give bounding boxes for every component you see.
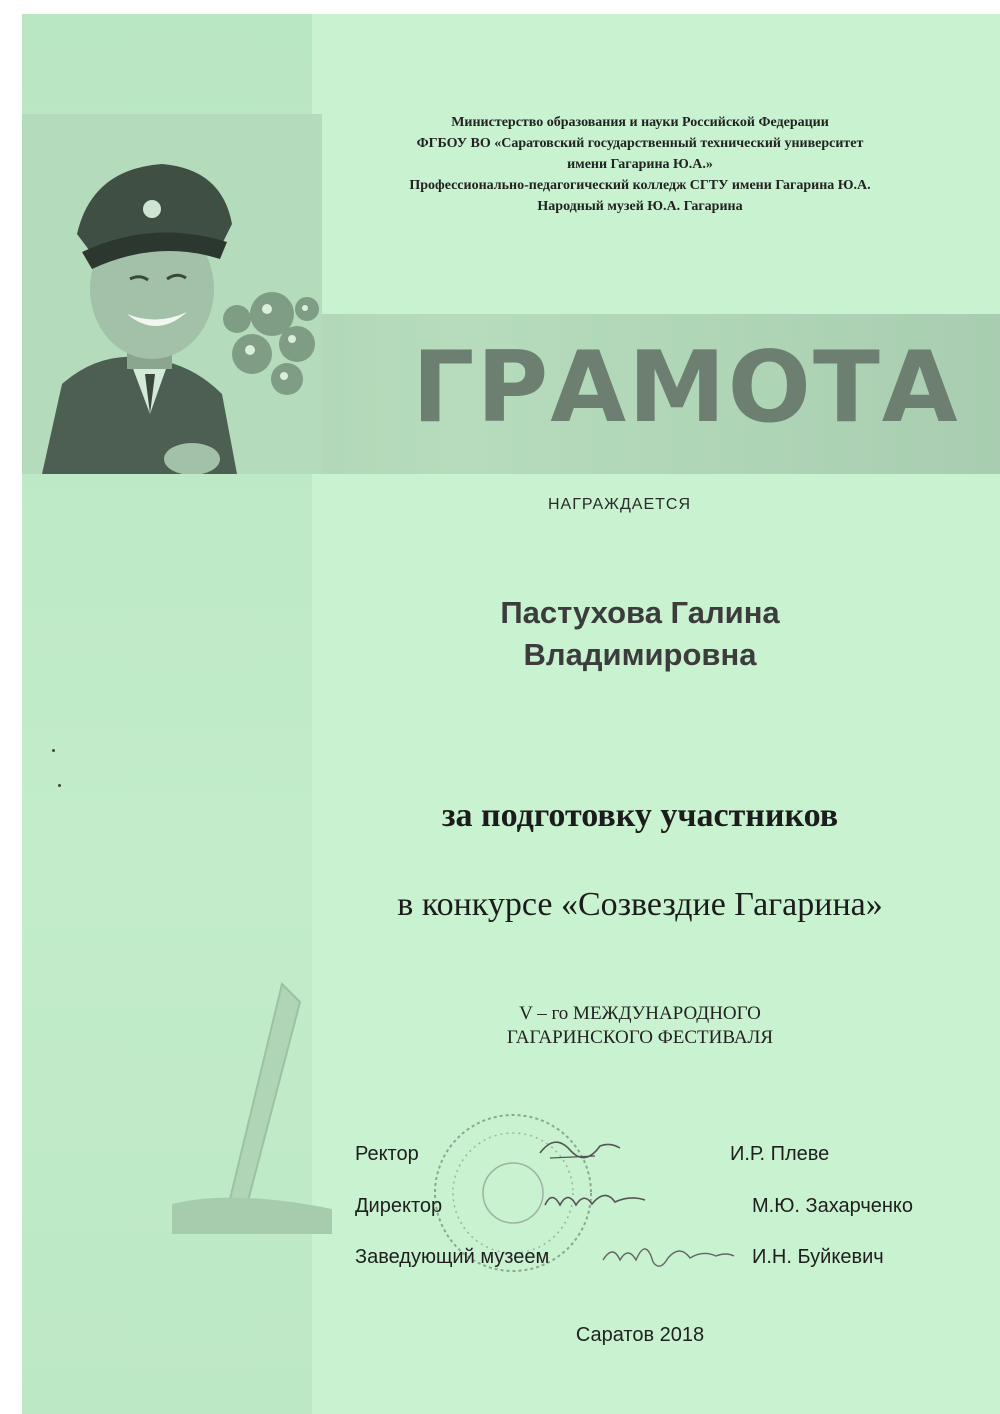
issuer-header [330,112,950,217]
cosmonaut-portrait [22,114,322,474]
scan-speck [58,784,61,787]
header-line: Народный музей Ю.А. Гагарина [537,199,743,214]
rocket-monument-illustration [172,974,332,1234]
awarded-label: НАГРАЖДАЕТСЯ [548,496,691,513]
header-line: ФГБОУ ВО «Саратовский государственный технический университет [416,136,864,151]
signatory-name: И.Р. Плеве [730,1143,830,1165]
signatory-name: М.Ю. Захарченко [752,1195,914,1217]
header-line: имени Гагарина Ю.А.» [567,157,713,172]
scan-speck [52,749,55,752]
rector-signature [535,1128,625,1168]
recipient-line: Пастухова Галина [500,595,780,630]
festival-line: V – го МЕЖДУНАРОДНОГО [519,1003,761,1024]
festival-name [330,1002,950,1050]
signatory-position: Директор [355,1195,443,1217]
festival-line: ГАГАРИНСКОГО ФЕСТИВАЛЯ [506,1027,774,1048]
signatory-name: И.Н. Буйкевич [752,1246,884,1268]
signatory-position: Заведующий музеем [355,1246,550,1268]
header-line: Профессионально-педагогический колледж СГТУ имени Гагарина Ю.А. [409,178,871,193]
contest-name: в конкурсе «Созвездие Гагарина» [397,886,883,923]
museum-head-signature [598,1232,738,1277]
recipient-name [330,592,950,676]
director-signature [540,1180,650,1220]
header-line: Министерство образования и науки Российской Федерации [451,115,829,130]
recipient-line: Владимировна [523,637,757,672]
city-and-year: Саратов 2018 [575,1324,705,1346]
signatory-position: Ректор [355,1143,419,1165]
award-reason: за подготовку участников [441,797,839,834]
certificate-title: ГРАМОТА [412,331,960,445]
